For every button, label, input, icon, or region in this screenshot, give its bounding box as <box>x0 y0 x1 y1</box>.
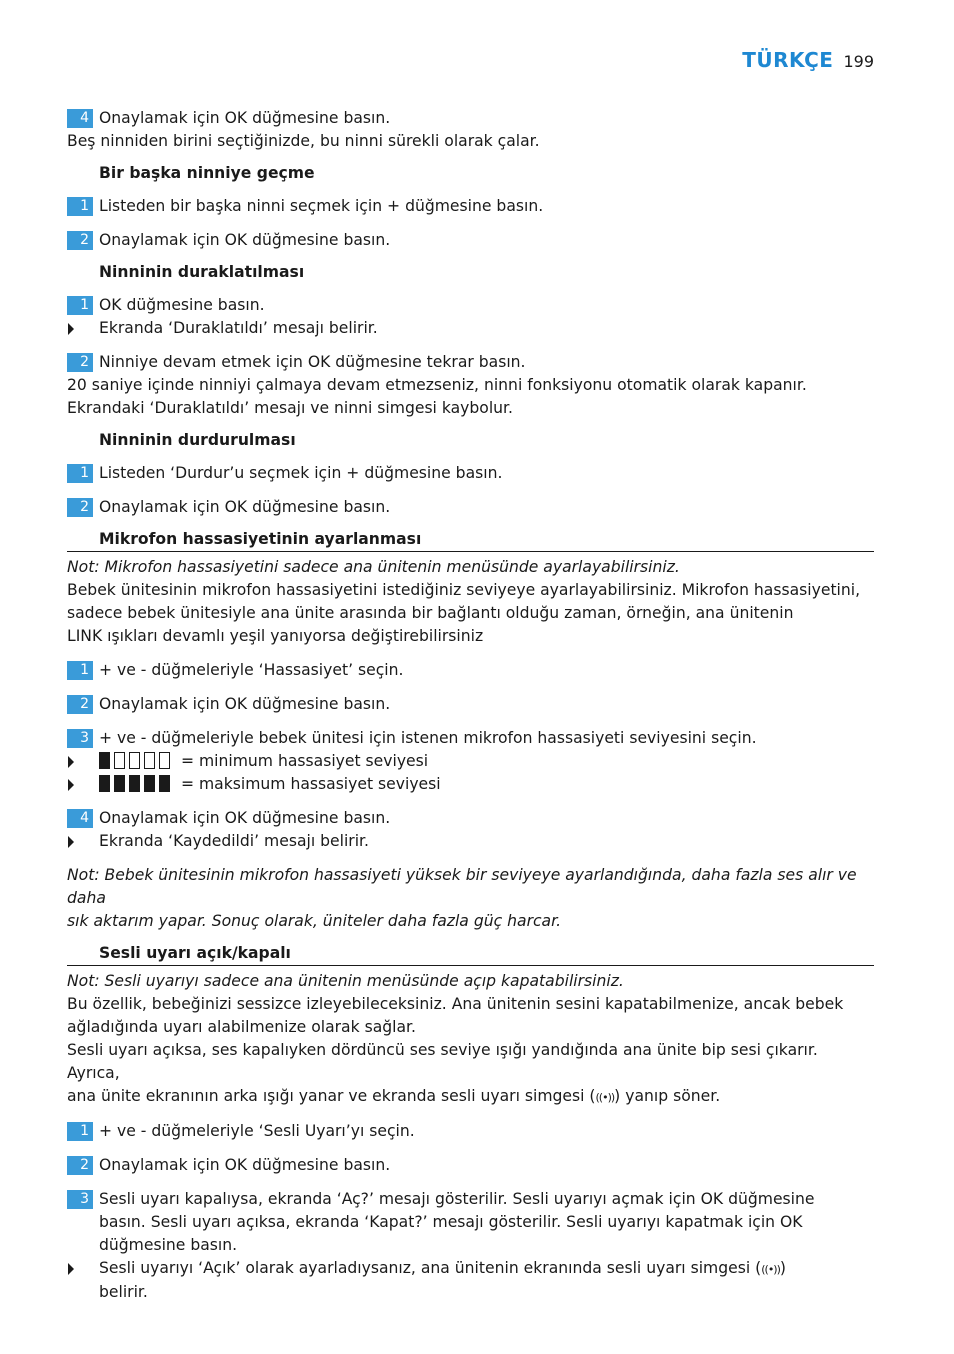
step-number: 3 <box>67 729 93 748</box>
sound-alert-text-4: ana ünite ekranının arka ışığı yanar ve ekranda sesli uyarı simgesi (((•))) yanıp söner. <box>67 1087 721 1105</box>
step-4-confirm <box>67 107 874 130</box>
step-number: 2 <box>67 498 93 517</box>
step-1-select-stop <box>67 462 874 485</box>
step-text: Onaylamak için OK düğmesine basın. <box>99 498 391 516</box>
step-number: 1 <box>67 661 93 680</box>
step-number: 2 <box>67 695 93 714</box>
sound-alert-icon: ((•)) <box>595 1091 615 1104</box>
bullet-arrow-icon <box>67 1257 99 1280</box>
min-level-bars-icon <box>99 752 170 769</box>
step-number: 4 <box>67 109 93 128</box>
step-number: 3 <box>67 1190 93 1209</box>
level-bar <box>129 752 140 769</box>
step-text: Listeden bir başka ninni seçmek için + düğmesine basın. <box>99 197 544 215</box>
step-number: 1 <box>67 197 93 216</box>
step-2-confirm <box>67 229 874 252</box>
result-bullet <box>67 317 874 340</box>
section-heading-mic-sensitivity: Mikrofon hassasiyetinin ayarlanması <box>67 528 874 552</box>
step-text: Ninniye devam etmek için OK düğmesine tekrar basın. <box>99 353 526 371</box>
step-1-select-lullaby <box>67 195 874 218</box>
min-level-bullet <box>67 750 874 773</box>
step-4-confirm <box>67 807 874 830</box>
step-number: 4 <box>67 809 93 828</box>
level-bar <box>99 775 110 792</box>
step-number: 2 <box>67 1156 93 1175</box>
step-text: + ve - düğmeleriyle ‘Sesli Uyarı’yı seçin. <box>99 1122 415 1140</box>
step-2-confirm <box>67 693 874 716</box>
note-text: Not: Sesli uyarıyı sadece ana ünitenin menüsünde açıp kapatabilirsiniz. <box>67 972 624 990</box>
step-1-select-sensitivity <box>67 659 874 682</box>
step-text: Onaylamak için OK düğmesine basın. <box>99 695 391 713</box>
step-text-line: Sesli uyarı kapalıysa, ekranda ‘Aç?’ mesajı gösterilir. Sesli uyarıyı açmak için OK düğmesine <box>99 1190 815 1208</box>
level-bar <box>114 752 125 769</box>
step-text: Onaylamak için OK düğmesine basın. <box>99 109 391 127</box>
section-heading-pause-lullaby: Ninninin duraklatılması <box>99 263 305 281</box>
step-text: + ve - düğmeleriyle bebek ünitesi için istenen mikrofon hassasiyeti seviyesini seçin. <box>99 729 757 747</box>
sound-alert-text-1: Bu özellik, bebeğinizi sessizce izleyebileceksiniz. Ana ünitenin sesini kapatabilmenize, ancak bebek <box>67 995 844 1013</box>
bullet-text: Ekranda ‘Kaydedildi’ mesajı belirir. <box>99 832 369 850</box>
step-text: OK düğmesine basın. <box>99 296 265 314</box>
section-heading-stop-lullaby: Ninninin durdurulması <box>99 431 296 449</box>
step-text: + ve - düğmeleriyle ‘Hassasiyet’ seçin. <box>99 661 404 679</box>
result-bullet: Sesli uyarıyı ‘Açık’ olarak ayarladıysanız, ana ünitenin ekranında sesli uyarı simgesi (((•))) belirir. <box>67 1257 874 1304</box>
lullaby-continuous-text: Beş ninniden birini seçtiğinizde, bu ninni sürekli olarak çalar. <box>67 132 540 150</box>
step-1-press-ok <box>67 294 874 317</box>
note-text: Not: Mikrofon hassasiyetini sadece ana ünitenin menüsünde ayarlayabilirsiniz. <box>67 558 680 576</box>
bullet-text-line: belirir. <box>99 1283 148 1301</box>
step-2-resume <box>67 351 874 374</box>
step-2-confirm <box>67 1154 874 1177</box>
bullet-arrow-icon <box>67 750 99 773</box>
mic-sensitivity-text-1: Bebek ünitesinin mikrofon hassasiyetini istediğiniz seviyeye ayarlayabilirsiniz. Mikrofon hassasiyetini, <box>67 581 861 599</box>
level-bar <box>144 775 155 792</box>
sound-alert-text-2: ağladığında uyarı alabilmenize olarak sağlar. <box>67 1018 416 1036</box>
note-text: Not: Bebek ünitesinin mikrofon hassasiyeti yüksek bir seviyeye ayarlandığında, daha fazla ses alır ve daha <box>67 866 857 907</box>
max-level-bullet <box>67 773 874 796</box>
step-number: 2 <box>67 231 93 250</box>
auto-off-text: 20 saniye içinde ninniyi çalmaya devam etmezseniz, ninni fonksiyonu otomatik olarak kapanır. <box>67 376 807 394</box>
min-level-label: = minimum hassasiyet seviyesi <box>180 752 429 770</box>
level-bar <box>159 752 170 769</box>
note-text: sık aktarım yapar. Sonuç olarak, üniteler daha fazla güç harcar. <box>67 912 562 930</box>
mic-sensitivity-text-2: sadece bebek ünitesiyle ana ünite arasında bir bağlantı olduğu zaman, örneğin, ana ünitenin <box>67 604 794 622</box>
sound-alert-icon: ((•)) <box>761 1263 780 1276</box>
step-number: 2 <box>67 353 93 372</box>
level-bar <box>114 775 125 792</box>
level-bar <box>159 775 170 792</box>
step-text: Onaylamak için OK düğmesine basın. <box>99 809 391 827</box>
step-text-line: düğmesine basın. <box>99 1236 238 1254</box>
step-number: 1 <box>67 296 93 315</box>
step-number: 1 <box>67 1122 93 1141</box>
page-number: 199 <box>843 52 874 71</box>
max-level-bars-icon <box>99 775 170 792</box>
step-2-confirm <box>67 496 874 519</box>
level-bar <box>144 752 155 769</box>
section-heading-switch-lullaby: Bir başka ninniye geçme <box>99 164 315 182</box>
page-header <box>742 48 874 72</box>
page-content <box>67 107 874 1304</box>
step-text: Listeden ‘Durdur’u seçmek için + düğmesine basın. <box>99 464 503 482</box>
bullet-arrow-icon <box>67 830 99 853</box>
step-text: Onaylamak için OK düğmesine basın. <box>99 231 391 249</box>
section-heading-sound-alert: Sesli uyarı açık/kapalı <box>67 942 874 966</box>
pause-message-text: Ekrandaki ‘Duraklatıldı’ mesajı ve ninni simgesi kaybolur. <box>67 399 513 417</box>
sound-alert-text-3: Sesli uyarı açıksa, ses kapalıyken dördüncü ses seviye ışığı yandığında ana ünite bip sesi çıkarır. Ayrıca, <box>67 1041 818 1082</box>
step-text: Onaylamak için OK düğmesine basın. <box>99 1156 391 1174</box>
bullet-arrow-icon <box>67 773 99 796</box>
step-text-line: basın. Sesli uyarı açıksa, ekranda ‘Kapat?’ mesajı gösterilir. Sesli uyarıyı kapatmak için OK <box>99 1213 803 1231</box>
bullet-text: Ekranda ‘Duraklatıldı’ mesajı belirir. <box>99 319 378 337</box>
step-1-select-alert <box>67 1120 874 1143</box>
result-bullet <box>67 830 874 853</box>
mic-sensitivity-text-3: LINK ışıkları devamlı yeşil yanıyorsa değiştirebilirsiniz <box>67 627 484 645</box>
step-number: 1 <box>67 464 93 483</box>
max-level-label: = maksimum hassasiyet seviyesi <box>180 775 441 793</box>
step-3-toggle-alert <box>67 1188 874 1257</box>
level-bar <box>129 775 140 792</box>
bullet-arrow-icon <box>67 317 99 340</box>
step-3-select-level <box>67 727 874 750</box>
language-label: TÜRKÇE <box>742 48 834 72</box>
level-bar <box>99 752 110 769</box>
